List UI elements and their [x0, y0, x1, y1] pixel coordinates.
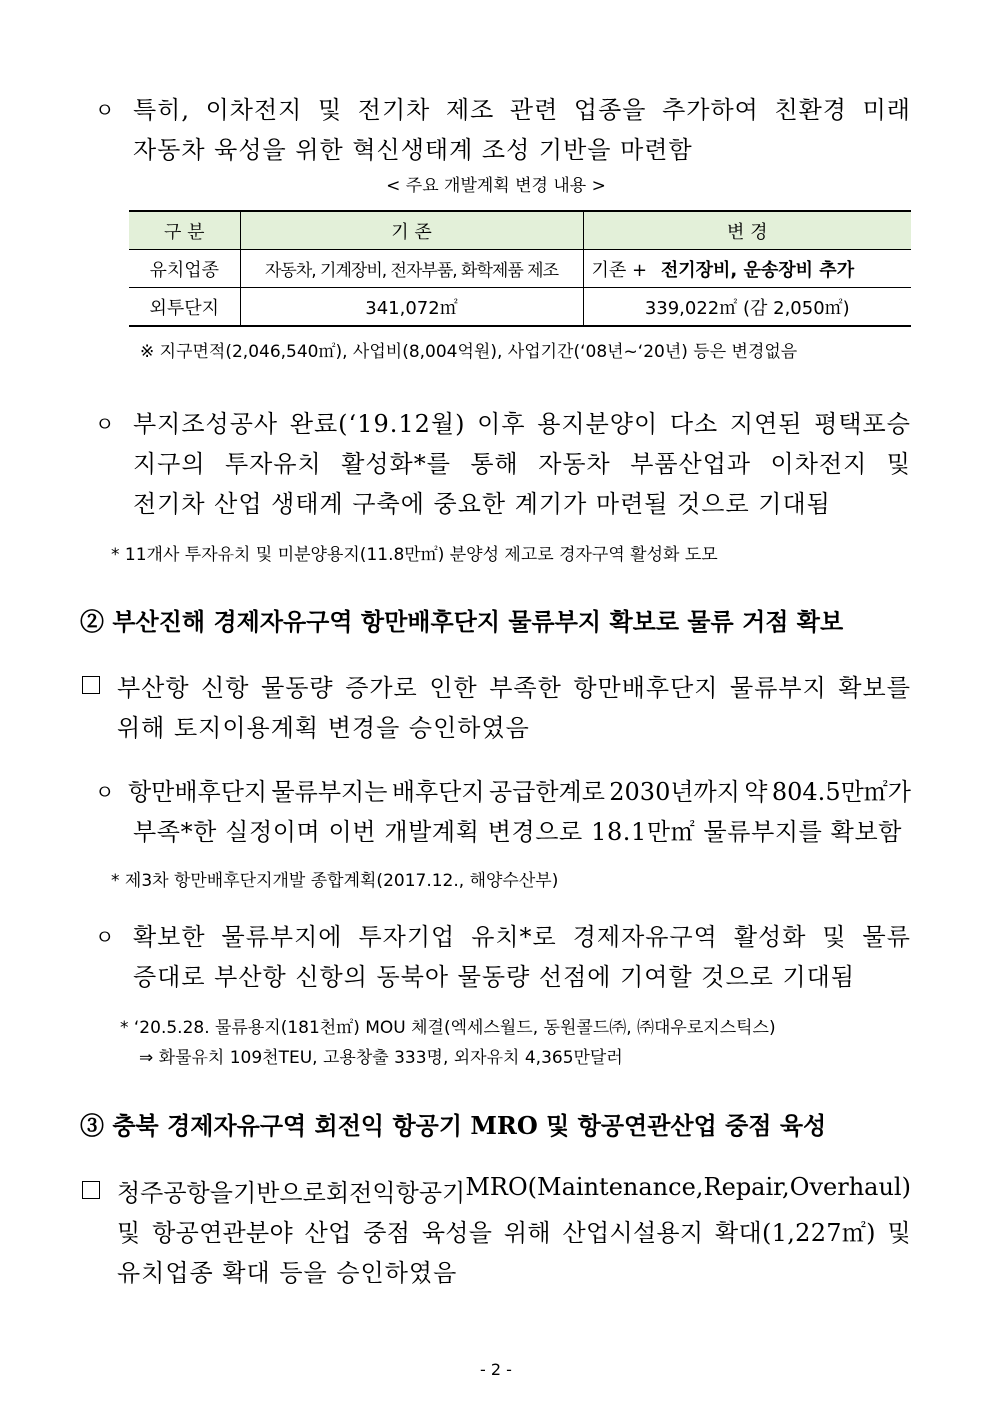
word: 용지분양이: [537, 410, 659, 438]
word: 미래: [862, 96, 911, 124]
table-cell: 자동차, 기계장비, 전자부품, 화학제품 제조: [240, 250, 583, 288]
word: 물류: [862, 923, 911, 951]
word: 항공기: [395, 1179, 466, 1207]
bullet-marker: ㅇ: [95, 925, 115, 949]
word: 항만배후단지: [573, 674, 719, 702]
paragraph-line: 위해 토지이용계획 변경을 승인하였음: [117, 714, 530, 742]
word: 회전익: [325, 1179, 396, 1207]
footnote: * ‘20.5.28. 물류용지(181천㎡) MOU 체결(엑세스월드, 동원콜드㈜, ㈜대우로지스틱스): [120, 1018, 776, 1038]
word: 자동차: [538, 450, 611, 478]
word: 인한: [429, 674, 478, 702]
word: 지구의: [133, 450, 206, 478]
paragraph-line: 전기차 산업 생태계 구축에 중요한 계기가 마련될 것으로 기대됨: [133, 490, 831, 518]
word: 친환경: [774, 96, 847, 124]
word: 확보한: [133, 923, 206, 951]
table-cell: 339,022㎡ (감 2,050㎡): [583, 288, 911, 327]
word: 통해: [470, 450, 519, 478]
paragraph-line: [117, 1213, 911, 1248]
word: 물류부지: [730, 674, 827, 702]
word: 활성화*를: [341, 450, 451, 478]
word: 공급한계로: [488, 778, 605, 806]
word: 관련: [509, 96, 559, 124]
table-note: ※ 지구면적(2,046,540㎡), 사업비(8,004억원), 사업기간(‘08년~‘20년) 등은 변경없음: [140, 342, 798, 362]
paragraph-line: [133, 917, 911, 952]
paragraph-line: [117, 668, 911, 703]
table-header-cell: 변 경: [583, 211, 911, 250]
word: 배후단지: [391, 778, 485, 806]
word: 추가하여: [662, 96, 759, 124]
word: 청주공항을: [117, 1179, 233, 1207]
word: 산업시설용지: [562, 1219, 704, 1247]
table-row: [129, 250, 911, 288]
word: 증가로: [345, 674, 418, 702]
word: 지연된: [729, 410, 803, 438]
table-row: [129, 288, 911, 327]
word: 기반으로: [233, 1179, 326, 1207]
word: 평택포승: [814, 410, 911, 438]
word: 중점: [363, 1219, 411, 1247]
word: 투자기업: [358, 923, 456, 951]
word: 다소: [669, 410, 719, 438]
word: 부산항: [117, 674, 190, 702]
word: 이차전지: [770, 450, 868, 478]
word: MRO(Maintenance,: [465, 1173, 704, 1201]
word: 산업: [304, 1219, 352, 1247]
bullet-marker: ㅇ: [95, 780, 115, 804]
paragraph-line: 부족*한 실정이며 이번 개발계획 변경으로 18.1만㎡ 물류부지를 확보함: [133, 818, 903, 846]
table-cell-emphasis: 전기장비, 운송장비 추가: [660, 259, 855, 281]
word: 물동량: [261, 674, 334, 702]
word: 804.5만㎡가: [771, 778, 911, 806]
word: 2030년까지: [609, 778, 740, 806]
comparison-table: [129, 210, 911, 327]
paragraph-line: [133, 404, 911, 439]
word: 완료(‘19.12월): [289, 410, 466, 438]
paragraph-line: [133, 90, 911, 125]
word: 이차전지: [205, 96, 303, 124]
word: Overhaul): [789, 1173, 911, 1201]
word: 확대(1,227㎡): [715, 1219, 876, 1247]
footnote: * 11개사 투자유치 및 미분양용지(11.8만㎡) 분양성 제고로 경자구역 활성화 도모: [111, 545, 718, 565]
word: 항공연관분야: [152, 1219, 294, 1247]
word: 이후: [477, 410, 526, 438]
table-cell-text: 기존 +: [591, 259, 648, 281]
paragraph-line: [128, 772, 911, 807]
word: 및: [317, 96, 343, 124]
word: 투자유치: [225, 450, 322, 478]
table-header-row: [129, 211, 911, 250]
word: Repair,: [703, 1173, 790, 1201]
word: 업종을: [573, 96, 647, 124]
table-header-cell: 구 분: [129, 211, 240, 250]
word: 유치*로: [471, 923, 557, 951]
word: 물류부지에: [221, 923, 343, 951]
paragraph-line: [117, 1173, 911, 1208]
word: 확보를: [838, 674, 911, 702]
page-number: - 2 -: [480, 1360, 512, 1379]
paragraph-line: [133, 444, 911, 479]
word: 및: [886, 450, 911, 478]
word: 활성화: [733, 923, 807, 951]
word: 및: [822, 923, 847, 951]
word: 및: [887, 1219, 911, 1247]
word: 및: [117, 1219, 141, 1247]
section-heading: ② 부산진해 경제자유구역 항만배후단지 물류부지 확보로 물류 거점 확보: [80, 607, 844, 636]
word: 특히,: [133, 96, 190, 124]
paragraph-line: 유치업종 확대 등을 승인하였음: [117, 1259, 458, 1287]
footnote: ⇒ 화물유치 109천TEU, 고용창출 333명, 외자유치 4,365만달러: [139, 1048, 623, 1068]
word: 물류부지는: [271, 778, 388, 806]
word: 신항: [201, 674, 250, 702]
paragraph-line: 자동차 육성을 위한 혁신생태계 조성 기반을 마련함: [133, 136, 693, 164]
section-heading: ③ 충북 경제자유구역 회전익 항공기 MRO 및 항공연관산업 중점 육성: [80, 1111, 827, 1140]
table-cell: 유치업종: [129, 250, 240, 288]
word: 위해: [503, 1219, 551, 1247]
word: 제조: [445, 96, 495, 124]
word: 경제자유구역: [572, 923, 718, 951]
word: 항만배후단지: [128, 778, 268, 806]
checkbox-square-icon: [82, 676, 100, 694]
bullet-marker: ㅇ: [95, 412, 115, 436]
table-caption: < 주요 개발계획 변경 내용 >: [386, 176, 606, 196]
checkbox-square-icon: [82, 1181, 100, 1199]
word: 부족한: [489, 674, 562, 702]
word: 부품산업과: [630, 450, 752, 478]
bullet-marker: ㅇ: [95, 98, 115, 122]
table-cell: [583, 250, 911, 288]
paragraph-line: 증대로 부산항 신항의 동북아 물동량 선점에 기여할 것으로 기대됨: [133, 963, 855, 991]
word: 육성을: [421, 1219, 493, 1247]
table-cell: 341,072㎡: [240, 288, 583, 327]
word: 부지조성공사: [133, 410, 279, 438]
footnote: * 제3차 항만배후단지개발 종합계획(2017.12., 해양수산부): [111, 871, 559, 891]
table-cell: 외투단지: [129, 288, 240, 327]
word: 약: [744, 778, 768, 806]
word: 전기차: [357, 96, 431, 124]
table-header-cell: 기 존: [240, 211, 583, 250]
